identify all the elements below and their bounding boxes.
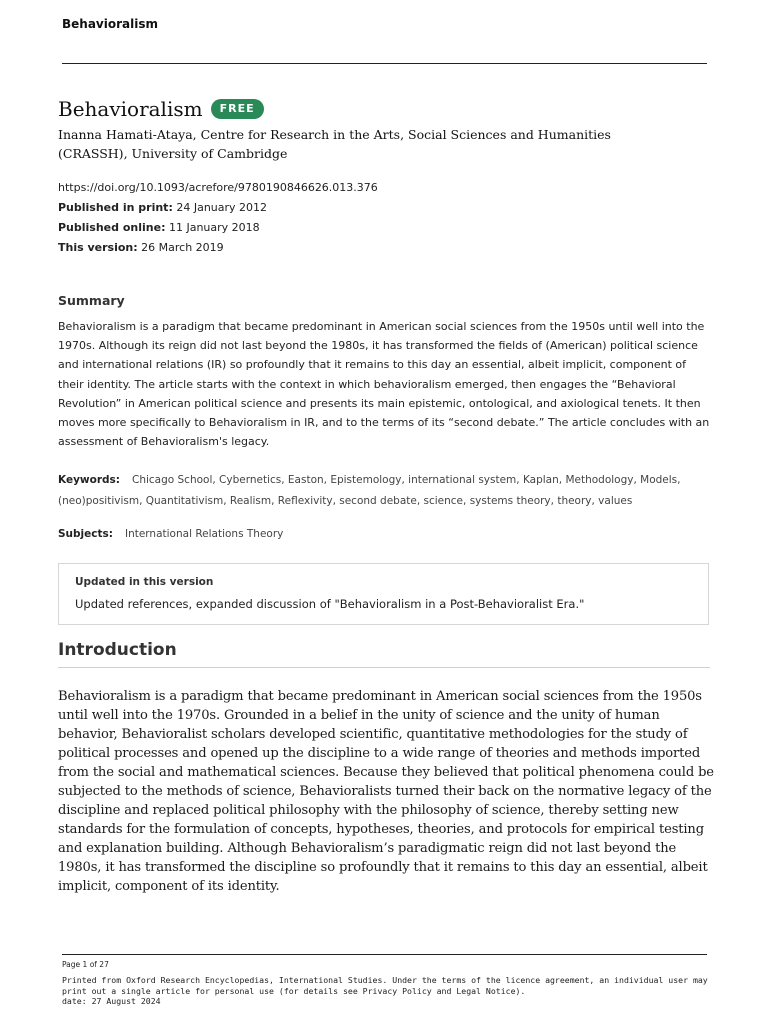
keywords bbox=[58, 470, 710, 512]
published-online-value: 11 January 2018 bbox=[168, 221, 260, 234]
published-print bbox=[58, 198, 378, 218]
update-label: Updated in this version bbox=[75, 576, 214, 588]
published-print-value: 24 January 2012 bbox=[176, 201, 268, 214]
free-badge: FREE bbox=[211, 99, 264, 119]
version-label: This version: bbox=[58, 241, 138, 254]
author-affiliation: Inanna Hamati-Ataya, Centre for Research in the Arts, Social Sciences and Humanities (CRASSH), University of Cambridge bbox=[58, 127, 611, 161]
update-text: Updated references, expanded discussion of "Behavioralism in a Post-Behavioralist Era." bbox=[75, 597, 585, 611]
print-date: date: 27 August 2024 bbox=[62, 996, 161, 1006]
subjects-label: Subjects: bbox=[58, 528, 113, 540]
running-title: Behavioralism bbox=[62, 17, 158, 31]
version-value: 26 March 2019 bbox=[141, 241, 224, 254]
published-print-label: Published in print: bbox=[58, 201, 173, 214]
licence-note: Printed from Oxford Research Encyclopedias, International Studies. Under the terms of the licence agreement, an individual user may print out a single article for personal use (for details see Privacy Policy and Legal Notice). bbox=[62, 975, 708, 996]
introduction-heading: Introduction bbox=[58, 640, 177, 660]
header-divider bbox=[62, 63, 707, 64]
summary-heading: Summary bbox=[58, 293, 125, 308]
title-row bbox=[58, 97, 264, 121]
summary-text: Behavioralism is a paradigm that became predominant in American social sciences from the 1950s until well into the 1970s. Although its reign did not last beyond the 1980s, it has transformed the fields of (American) political science and international relations (IR) so profoundly that it remains to this day an essential, albeit implicit, component of their identity. The article starts with the context in which behavioralism emerged, then engages the “Behavioral Revolution” in American political science and presents its main epistemic, ontological, and axiological tenets. It then moves more specifically to Behavioralism in IR, and to the terms of its “second debate.” The article concludes with an assessment of Behavioralism's legacy. bbox=[58, 320, 710, 449]
article-title: Behavioralism bbox=[58, 97, 203, 121]
version-date bbox=[58, 238, 378, 258]
page-number: Page 1 of 27 bbox=[62, 960, 109, 969]
subjects-value[interactable]: International Relations Theory bbox=[124, 528, 284, 540]
keywords-label: Keywords: bbox=[58, 474, 120, 486]
footer-note bbox=[62, 975, 712, 1007]
doi-link[interactable]: https://doi.org/10.1093/acrefore/9780190846626.013.376 bbox=[58, 181, 378, 194]
published-online-label: Published online: bbox=[58, 221, 166, 234]
keywords-list[interactable]: Chicago School, Cybernetics, Easton, Epistemology, international system, Kaplan, Methodology, Models, (neo)positivism, Quantitativism, Realism, Reflexivity, second debate, science, systems theory, theory, values bbox=[58, 474, 681, 507]
publication-meta bbox=[58, 178, 378, 258]
introduction-divider bbox=[58, 667, 710, 668]
subjects bbox=[58, 528, 283, 540]
footer-divider bbox=[62, 954, 707, 955]
introduction-text: Behavioralism is a paradigm that became predominant in American social sciences from the 1950s until well into the 1970s. Grounded in a belief in the unity of science and the unity of human behavior, Behavioralist scholars developed scientific, quantitative methodologies for the study of political processes and opened up the discipline to a wide range of theories and methods imported from the social and mathematical sciences. Because they believed that political phenomena could be subjected to the methods of science, Behavioralists turned their back on the normative legacy of the discipline and replaced political philosophy with the philosophy of science, thereby setting new standards for the formulation of concepts, hypotheses, theories, and protocols for empirical testing and explanation building. Although Behavioralism’s paradigmatic reign did not last beyond the 1980s, it has transformed the discipline so profoundly that it remains to this day an essential, albeit implicit, component of its identity. bbox=[58, 689, 714, 894]
update-notice-box bbox=[58, 563, 709, 625]
published-online bbox=[58, 218, 378, 238]
